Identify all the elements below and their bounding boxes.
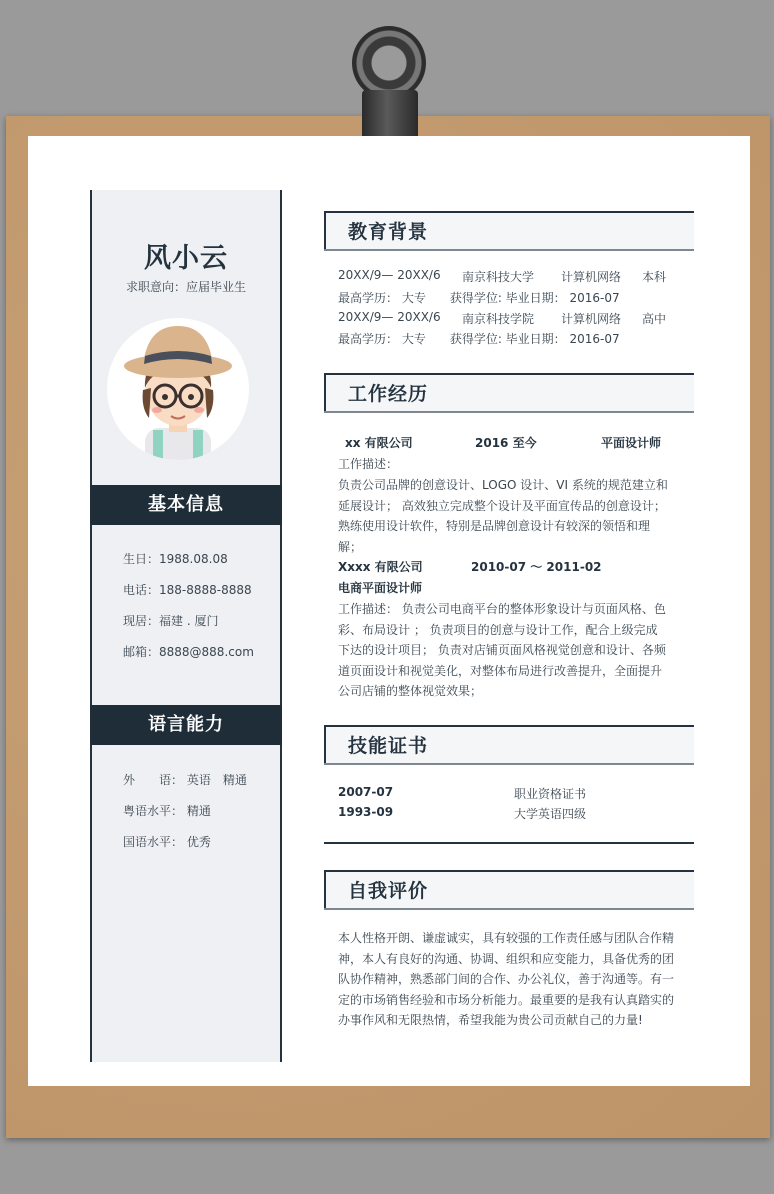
job1-desc-label: 工作描述： <box>338 457 399 471</box>
self-eval-title: 自我评价 <box>348 880 429 902</box>
edu-school-1: 南京科技大学 <box>462 270 535 284</box>
self-eval-line: 本人性格开朗、谦虚诚实，具有较强的工作责任感与团队合作精 <box>338 931 675 945</box>
job2-desc-line: 下达的设计项目； 负责对店铺页面风格视觉创意和设计、各频 <box>338 643 666 657</box>
skill-date-1: 2007-07 <box>338 785 394 799</box>
job2-desc-line: 彩、布局设计 ； 负责项目的创意与设计工作，配合上级完成 <box>338 623 658 637</box>
edu-major-2: 计算机网络 <box>561 312 622 326</box>
job1-desc-line: 熟练使用设计软件，特别是品牌创意设计有较深的领悟和理 <box>338 519 651 533</box>
edu-major-1: 计算机网络 <box>561 270 622 284</box>
self-eval-line: 定的市场销售经验和市场分析能力。最重要的是我有认真踏实的 <box>338 992 675 1007</box>
job2-period: 2010-07 ～ 2011-02 <box>471 560 602 574</box>
self-eval-text <box>338 928 686 1031</box>
job1-desc-line: 负责公司品牌的创意设计、LOGO 设计、VI 系统的规范建立和 <box>338 478 668 492</box>
job2-position: 电商平面设计师 <box>338 581 423 595</box>
birthday: 生日：1988.08.08 <box>123 552 228 566</box>
skill-date-2: 1993-09 <box>338 805 394 819</box>
skill-name-2: 大学英语四级 <box>514 807 587 821</box>
email: 邮箱：8888@888.com <box>123 645 254 659</box>
self-eval-line: 神，本人有良好的沟通、协调、组织和应变能力，具备优秀的团 <box>338 951 675 966</box>
job2-desc-line: 公司店铺的整体视觉效果； <box>338 684 483 698</box>
job1-desc-line: 延展设计； 高效独立完成整个设计及平面宣传品的创意设计； <box>338 499 666 513</box>
cantonese-level: 粤语水平： 精通 <box>123 804 211 818</box>
job2-company: Xxxx 有限公司 <box>338 560 423 574</box>
person-name: 风小云 <box>144 243 228 274</box>
location: 现居：福建 . 厦门 <box>123 614 219 628</box>
self-eval-line: 办事作风和无限热情，希望我能为贵公司贡献自己的力量! <box>338 1013 643 1027</box>
work-header <box>324 373 694 413</box>
clip-ring <box>352 26 426 100</box>
skills-header <box>324 725 694 765</box>
education-header <box>324 211 694 251</box>
job1-period: 2016 至今 <box>475 436 537 450</box>
edu-school-2: 南京科技学院 <box>462 312 535 326</box>
language-header: 语言能力 <box>90 705 282 745</box>
job1-position: 平面设计师 <box>601 436 662 450</box>
edu-degree-2: 高中 <box>642 312 667 326</box>
job1-desc-line: 解； <box>338 540 363 554</box>
edu-degree-1: 本科 <box>642 270 667 284</box>
section-divider <box>324 842 694 844</box>
avatar <box>107 318 249 460</box>
edu-detail-1: 最高学历： 大专 获得学位: 毕业日期： 2016-07 <box>338 291 620 305</box>
job2-desc-line: 工作描述： 负责公司电商平台的整体形象设计与页面风格、色 <box>338 602 666 616</box>
self-eval-header <box>324 870 694 910</box>
phone: 电话：188-8888-8888 <box>123 583 252 597</box>
self-eval-line: 队协作精神，熟悉部门间的合作、办公礼仪，善于沟通等。有一 <box>338 972 675 986</box>
skills-title: 技能证书 <box>348 735 429 757</box>
job2-desc-line: 道页面设计和视觉美化，对整体布局进行改善提升，全面提升 <box>338 664 663 678</box>
foreign-language: 外 语： 英语 精通 <box>123 773 247 787</box>
skill-name-1: 职业资格证书 <box>514 787 587 801</box>
basic-info-header: 基本信息 <box>90 485 282 525</box>
avatar-illustration <box>107 318 249 460</box>
job-intent: 求职意向：应届毕业生 <box>125 280 246 294</box>
mandarin-level: 国语水平： 优秀 <box>123 835 211 849</box>
edu-period-2: 20XX/9— 20XX/6 <box>338 310 441 324</box>
education-title: 教育背景 <box>348 221 429 243</box>
work-title: 工作经历 <box>348 383 429 405</box>
edu-detail-2: 最高学历： 大专 获得学位: 毕业日期： 2016-07 <box>338 332 620 346</box>
edu-period-1: 20XX/9— 20XX/6 <box>338 268 441 282</box>
job1-company: xx 有限公司 <box>345 436 413 450</box>
